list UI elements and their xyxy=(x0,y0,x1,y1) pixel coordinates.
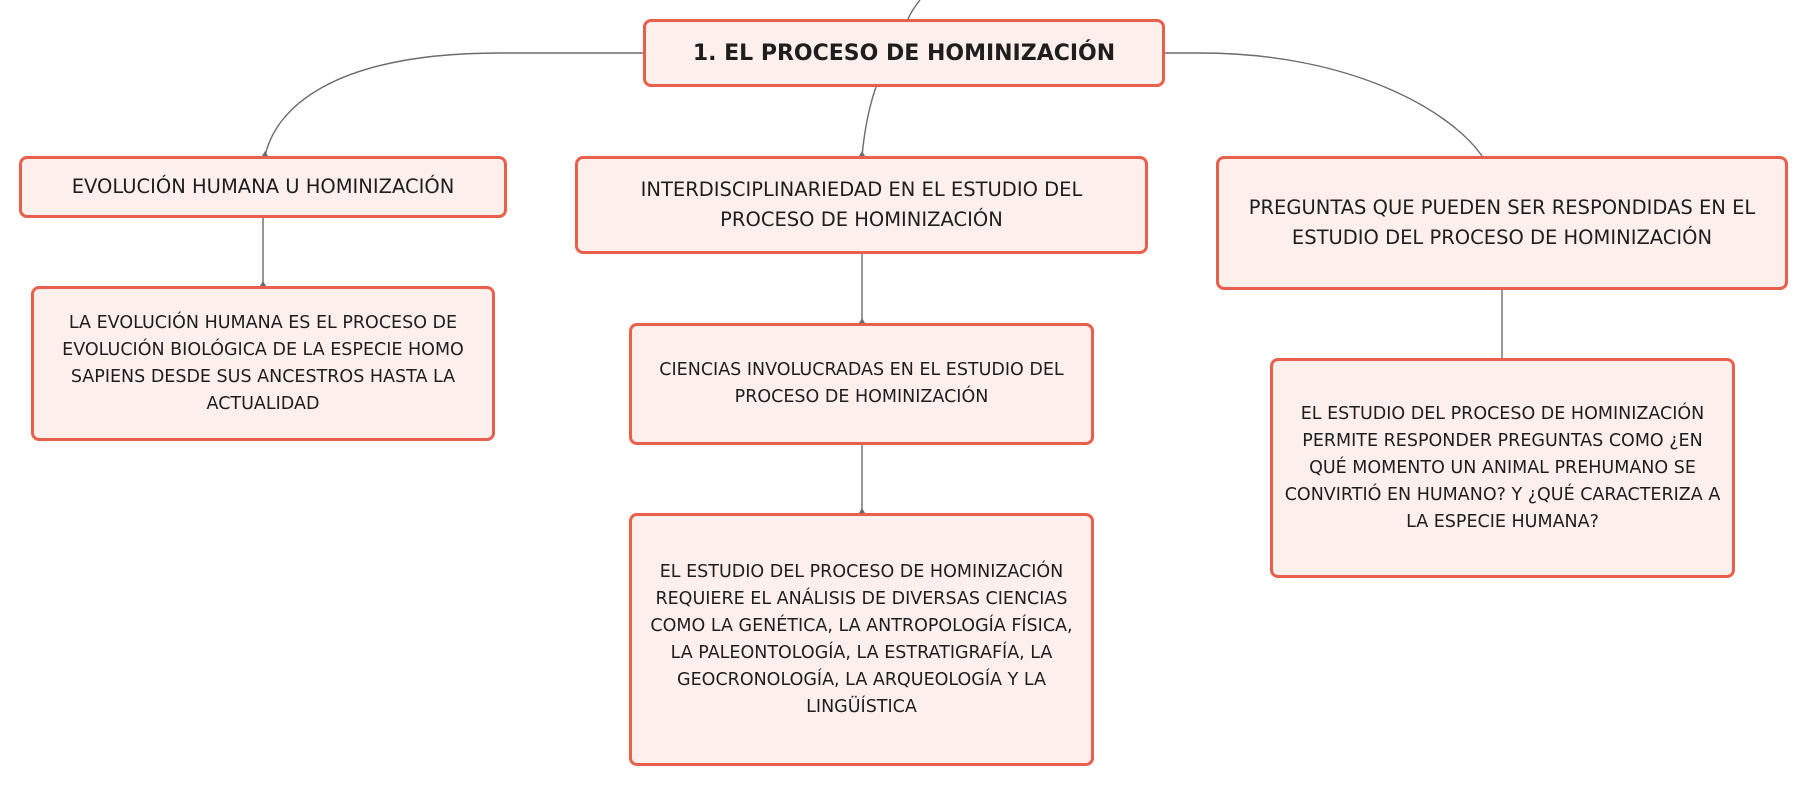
root-topic-node[interactable] xyxy=(643,19,1165,87)
connector-incoming-root xyxy=(908,0,920,19)
subtopic-label-ciencias-involucradas: CIENCIAS INVOLUCRADAS EN EL ESTUDIO DEL PROCESO DE HOMINIZACIÓN xyxy=(659,360,1064,407)
subtopic-label-evolucion-definicion: LA EVOLUCIÓN HUMANA ES EL PROCESO DE EVOLUCIÓN BIOLÓGICA DE LA ESPECIE HOMO SAPIENS DESDE SUS ANCESTROS HASTA LA ACTUALIDAD xyxy=(62,312,464,414)
topic-node-evolucion-humana[interactable] xyxy=(19,156,507,218)
connector-root-preguntas xyxy=(1165,53,1482,156)
subtopic-label-preguntas-detalle: EL ESTUDIO DEL PROCESO DE HOMINIZACIÓN PERMITE RESPONDER PREGUNTAS COMO ¿EN QUÉ MOMENTO UN ANIMAL PREHUMANO SE CONVIRTIÓ EN HUMANO? Y ¿QUÉ CARACTERIZA A LA ESPECIE HUMANA? xyxy=(1284,403,1721,532)
topic-node-preguntas[interactable] xyxy=(1216,156,1788,290)
subtopic-node-ciencias-detalle[interactable] xyxy=(629,513,1094,766)
subtopic-label-ciencias-detalle: EL ESTUDIO DEL PROCESO DE HOMINIZACIÓN REQUIERE EL ANÁLISIS DE DIVERSAS CIENCIAS COMO LA GENÉTICA, LA ANTROPOLOGÍA FÍSICA, LA PALEONTOLOGÍA, LA ESTRATIGRAFÍA, LA GEOCRONOLOGÍA, LA ARQUEOLOGÍA Y LA LINGÜÍSTICA xyxy=(650,561,1073,717)
connector-root-interdisciplinariedad xyxy=(862,87,876,156)
subtopic-node-evolucion-definicion[interactable] xyxy=(31,286,495,441)
connector-root-evolucion xyxy=(265,53,643,156)
topic-label-interdisciplinariedad: INTERDISCIPLINARIEDAD EN EL ESTUDIO DEL PROCESO DE HOMINIZACIÓN xyxy=(640,178,1083,231)
subtopic-node-ciencias-involucradas[interactable] xyxy=(629,323,1094,445)
topic-label-preguntas: PREGUNTAS QUE PUEDEN SER RESPONDIDAS EN EL ESTUDIO DEL PROCESO DE HOMINIZACIÓN xyxy=(1248,196,1756,249)
topic-label-evolucion-humana: EVOLUCIÓN HUMANA U HOMINIZACIÓN xyxy=(71,175,455,198)
subtopic-node-preguntas-detalle[interactable] xyxy=(1270,358,1735,578)
root-topic-label: 1. EL PROCESO DE HOMINIZACIÓN xyxy=(692,40,1116,66)
topic-node-interdisciplinariedad[interactable] xyxy=(575,156,1148,254)
